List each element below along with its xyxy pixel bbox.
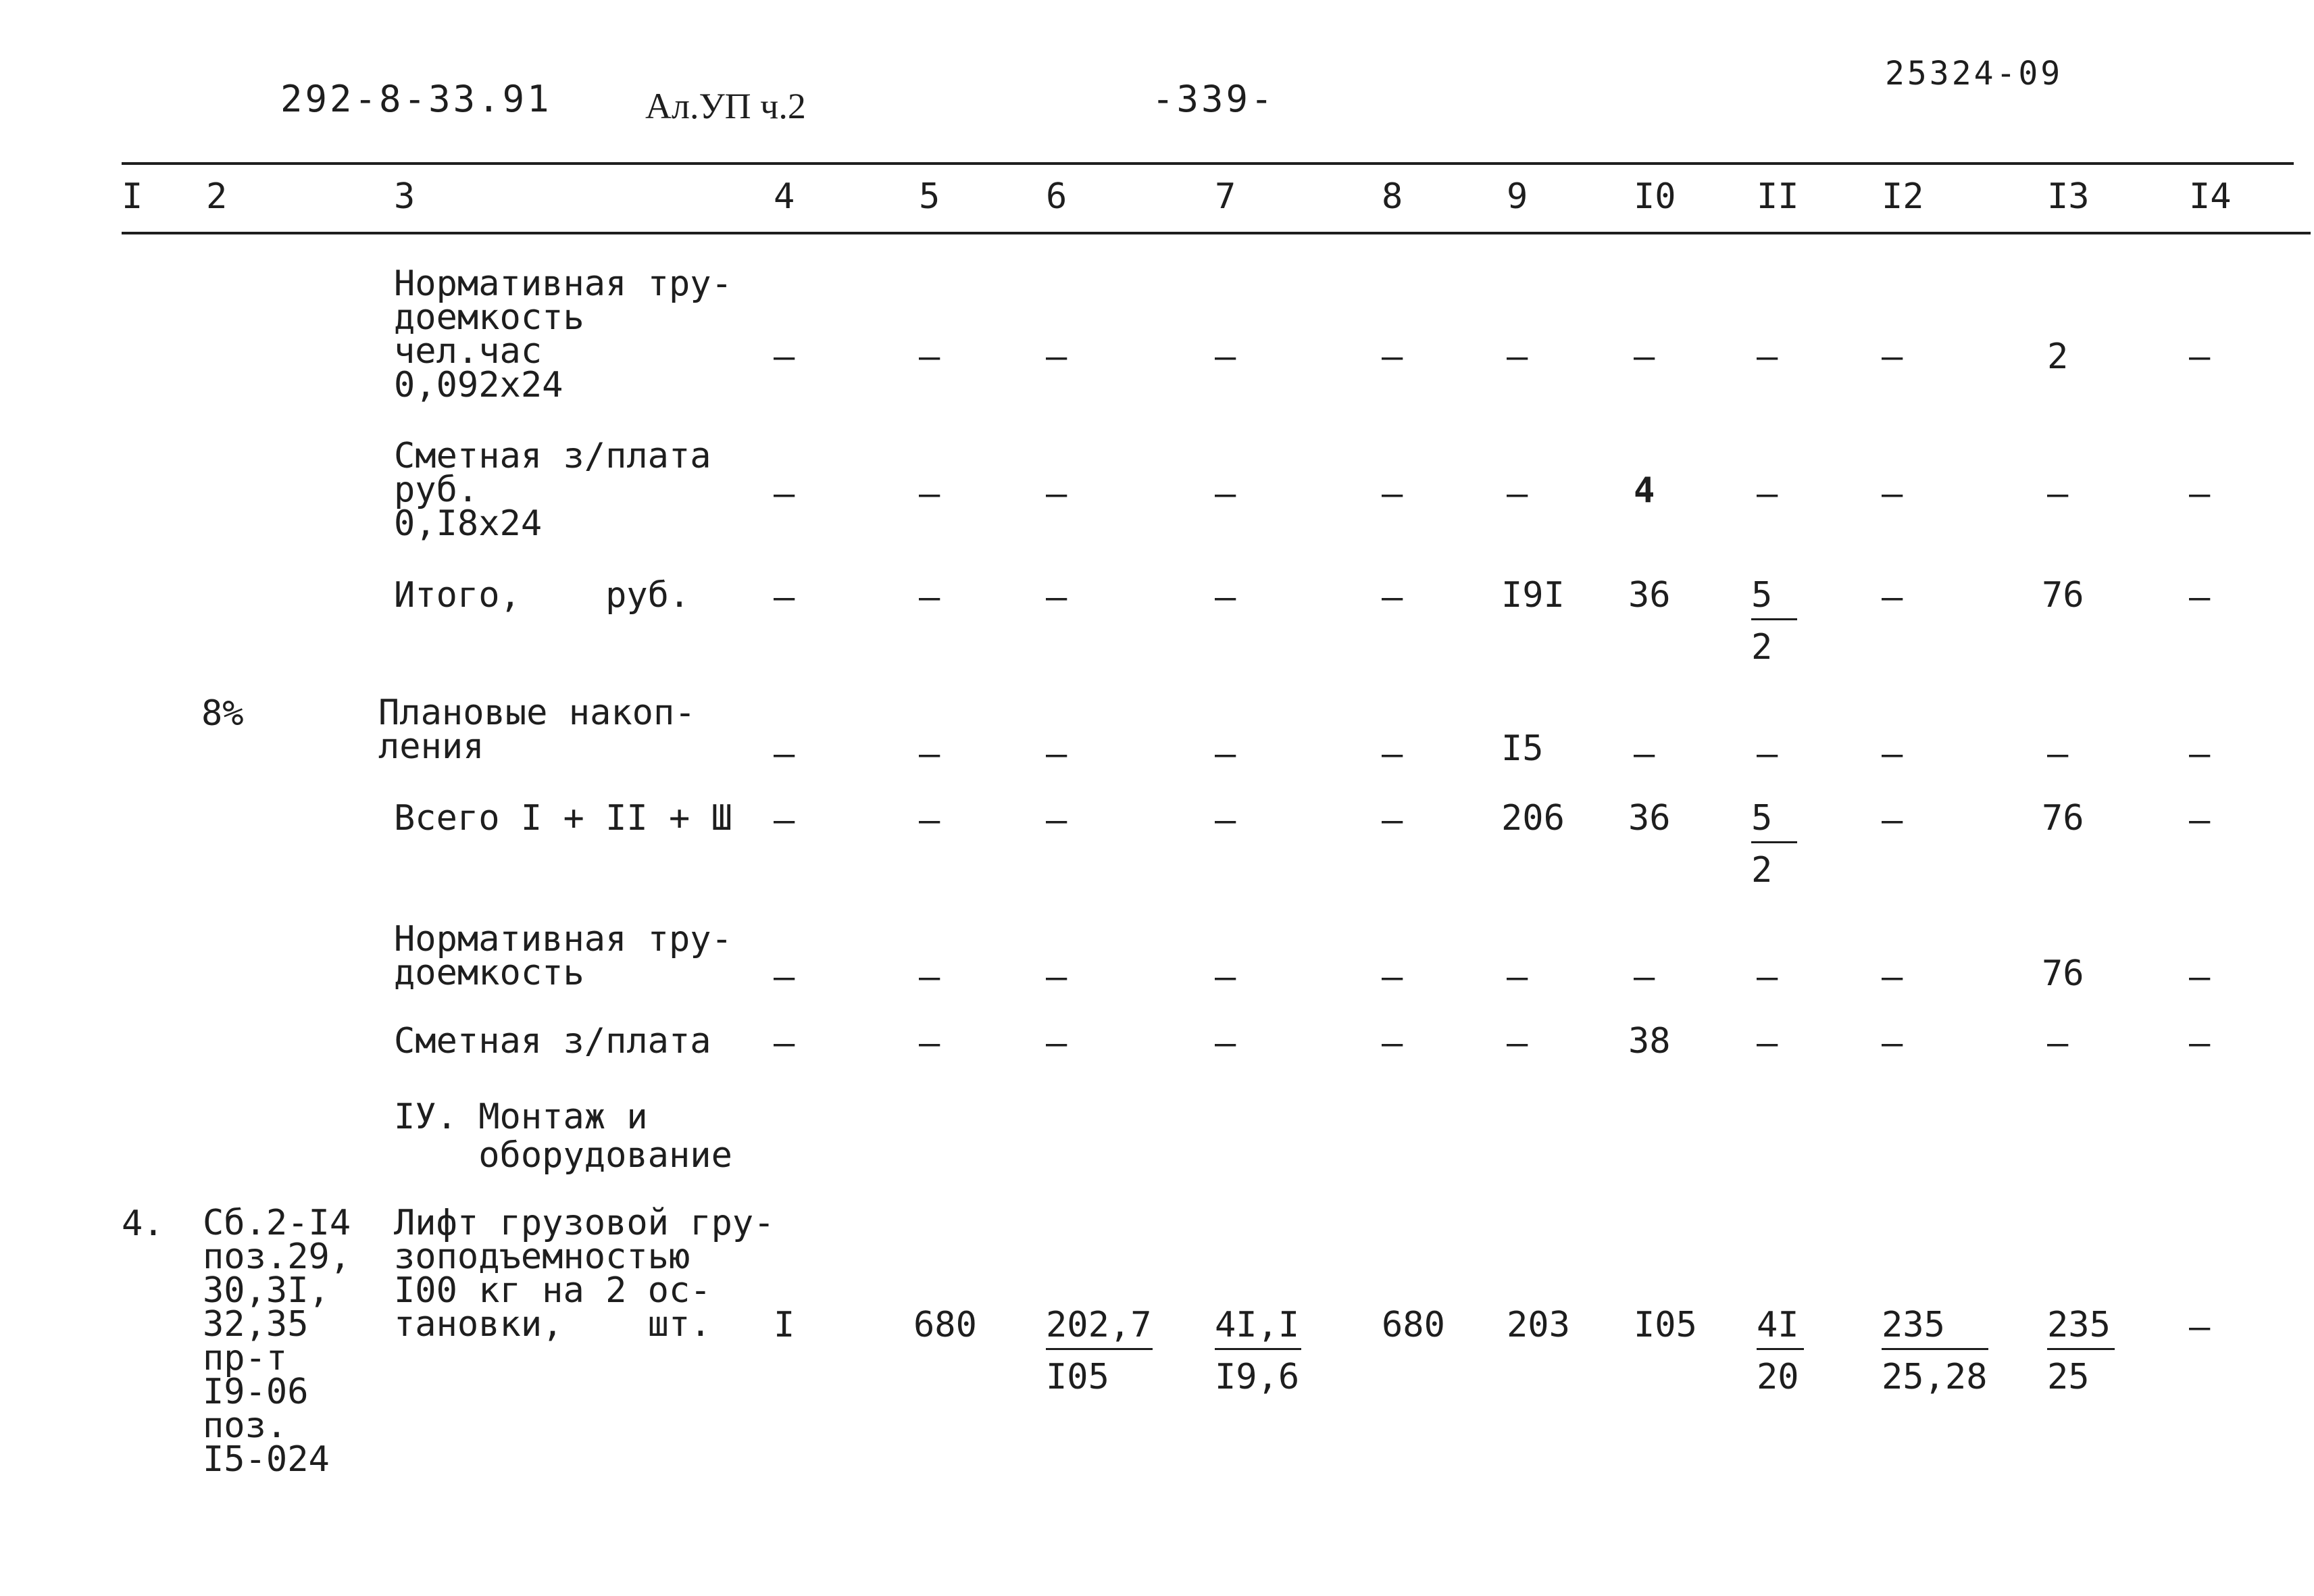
cell-col8: 680 [1382, 1305, 1445, 1345]
cell-col9: – [1507, 336, 1528, 377]
cell-col12: – [1882, 957, 1903, 997]
document-code: 292-8-33.91 [280, 78, 552, 120]
cell-col8: – [1382, 957, 1403, 997]
cell-col8: – [1382, 577, 1403, 618]
cell-col6-fraction [1046, 1307, 1153, 1395]
col-header-13: I3 [2047, 176, 2090, 217]
col-header-1: I [122, 176, 143, 217]
fraction-denominator: I05 [1046, 1357, 1109, 1397]
cell-col7: – [1215, 1023, 1236, 1064]
cell-col5: – [919, 800, 940, 841]
cell-col10: 36 [1628, 575, 1671, 616]
col-header-10: I0 [1634, 176, 1676, 217]
cell-col6: – [1046, 577, 1067, 618]
cell-col5: – [919, 1023, 940, 1064]
cell-col7-fraction [1215, 1307, 1301, 1395]
cell-col6: – [1046, 957, 1067, 997]
row-label: Сметная з/плата [394, 1021, 711, 1062]
col-header-6: 6 [1046, 176, 1067, 217]
row-label: Нормативная тру- доемкость чел.час 0,092х24 [394, 264, 732, 405]
header-bottom-rule-tail [2250, 232, 2311, 234]
cell-col14: – [2189, 734, 2211, 774]
cell-col4: – [774, 800, 795, 841]
row-label: Итого, руб. [394, 575, 690, 616]
row-percent: 8% [201, 693, 244, 734]
col-header-2: 2 [206, 176, 228, 217]
cell-col14: – [2189, 336, 2211, 377]
cell-col5: – [919, 957, 940, 997]
col-header-11: II [1757, 176, 1799, 217]
cell-col4: – [774, 474, 795, 514]
cell-col7: – [1215, 957, 1236, 997]
col-header-7: 7 [1215, 176, 1236, 217]
col-header-12: I2 [1882, 176, 1924, 217]
section-heading: IУ. Монтаж и оборудование [394, 1097, 732, 1176]
cell-col5: – [919, 577, 940, 618]
fraction-numerator: 5 [1751, 578, 1797, 620]
cell-col7: – [1215, 474, 1236, 514]
cell-col7: – [1215, 800, 1236, 841]
cell-col4: I [774, 1305, 795, 1345]
cell-col13: – [2047, 1023, 2069, 1064]
cell-col9: 203 [1507, 1305, 1570, 1345]
sheet-number: 25324-09 [1885, 55, 2063, 93]
cell-col10: I05 [1634, 1305, 1697, 1345]
fraction-numerator: 235 [2047, 1307, 2115, 1350]
fraction-denominator: 2 [1751, 850, 1773, 891]
cell-col5: – [919, 474, 940, 514]
cell-col7: – [1215, 336, 1236, 377]
header-top-rule [122, 162, 2294, 165]
cell-col11: – [1757, 336, 1778, 377]
row-label: Сметная з/плата руб. 0,I8х24 [394, 436, 711, 544]
cell-col5: – [919, 734, 940, 774]
cell-col4: – [774, 957, 795, 997]
fraction-numerator: 5 [1751, 801, 1797, 843]
fraction-numerator: 4I,I [1215, 1307, 1301, 1350]
col-header-3: 3 [394, 176, 416, 217]
cell-col12: – [1882, 474, 1903, 514]
col-header-8: 8 [1382, 176, 1403, 217]
cell-col12-fraction [1882, 1307, 1988, 1395]
cell-col11: – [1757, 734, 1778, 774]
cell-col10: 38 [1628, 1021, 1671, 1062]
cell-col7: – [1215, 577, 1236, 618]
cell-col11: – [1757, 957, 1778, 997]
cell-col4: – [774, 734, 795, 774]
fraction-denominator: 2 [1751, 627, 1773, 668]
header-bottom-rule [122, 232, 2284, 234]
cell-col6: – [1046, 734, 1067, 774]
cell-col6: – [1046, 336, 1067, 377]
row-label: Всего I + II + Ш [394, 798, 732, 839]
cell-col8: – [1382, 800, 1403, 841]
cell-col8: – [1382, 474, 1403, 514]
fraction-denominator: I9,6 [1215, 1357, 1300, 1397]
row-number: 4. [122, 1203, 164, 1244]
cell-col10: 4 [1634, 470, 1655, 511]
cell-col13: 76 [2042, 798, 2084, 839]
cell-col6: – [1046, 474, 1067, 514]
cell-col11-fraction [1751, 575, 1797, 668]
cell-col7: – [1215, 734, 1236, 774]
cell-col11: – [1757, 1023, 1778, 1064]
col-header-9: 9 [1507, 176, 1528, 217]
cell-col9: – [1507, 1023, 1528, 1064]
cell-col14: – [2189, 800, 2211, 841]
cell-col13-fraction [2047, 1307, 2115, 1395]
page-number: -339- [1152, 78, 1276, 120]
cell-col11: – [1757, 474, 1778, 514]
cell-col12: – [1882, 800, 1903, 841]
row-reference: Сб.2-I4 поз.29, 30,3I, 32,35 пр-т I9-06 поз. I5-024 [203, 1203, 351, 1480]
cell-col14: – [2189, 474, 2211, 514]
cell-col9: I9I [1501, 575, 1565, 616]
cell-col13: 76 [2042, 575, 2084, 616]
cell-col11-fraction [1751, 798, 1797, 891]
row-label: Лифт грузовой гру- зоподъемностью I00 кг на 2 ос- тановки, шт. [394, 1203, 775, 1345]
fraction-denominator: 25,28 [1882, 1357, 1988, 1397]
cell-col8: – [1382, 1023, 1403, 1064]
col-header-4: 4 [774, 176, 795, 217]
row-label: Плановые накоп- ления [378, 693, 696, 767]
cell-col8: – [1382, 734, 1403, 774]
cell-col9: I5 [1501, 728, 1544, 769]
cell-col4: – [774, 336, 795, 377]
cell-col13: 76 [2042, 953, 2084, 994]
cell-col14: – [2189, 957, 2211, 997]
cell-col9: – [1507, 474, 1528, 514]
cell-col10: – [1634, 336, 1655, 377]
row-label: Нормативная тру- доемкость [394, 919, 732, 993]
fraction-numerator: 202,7 [1046, 1307, 1153, 1350]
cell-col4: – [774, 577, 795, 618]
cell-col14: – [2189, 1023, 2211, 1064]
fraction-numerator: 4I [1757, 1307, 1804, 1350]
cell-col10: – [1634, 734, 1655, 774]
cell-col13: – [2047, 474, 2069, 514]
fraction-denominator: 20 [1757, 1357, 1799, 1397]
cell-col8: – [1382, 336, 1403, 377]
cell-col14: – [2189, 577, 2211, 618]
fraction-denominator: 25 [2047, 1357, 2090, 1397]
cell-col9: 206 [1501, 798, 1565, 839]
col-header-5: 5 [919, 176, 940, 217]
cell-col5: – [919, 336, 940, 377]
cell-col12: – [1882, 336, 1903, 377]
album-label: Ал.УП ч.2 [645, 86, 806, 126]
cell-col12: – [1882, 577, 1903, 618]
cell-col5: 680 [913, 1305, 977, 1345]
col-header-14: I4 [2189, 176, 2232, 217]
cell-col13: – [2047, 734, 2069, 774]
cell-col13: 2 [2047, 336, 2069, 377]
cell-col6: – [1046, 1023, 1067, 1064]
cell-col14: – [2189, 1307, 2211, 1347]
cell-col6: – [1046, 800, 1067, 841]
cell-col9: – [1507, 957, 1528, 997]
cell-col10: 36 [1628, 798, 1671, 839]
cell-col12: – [1882, 734, 1903, 774]
cell-col11-fraction [1757, 1307, 1804, 1395]
cell-col12: – [1882, 1023, 1903, 1064]
cell-col10: – [1634, 957, 1655, 997]
fraction-numerator: 235 [1882, 1307, 1988, 1350]
cell-col4: – [774, 1023, 795, 1064]
